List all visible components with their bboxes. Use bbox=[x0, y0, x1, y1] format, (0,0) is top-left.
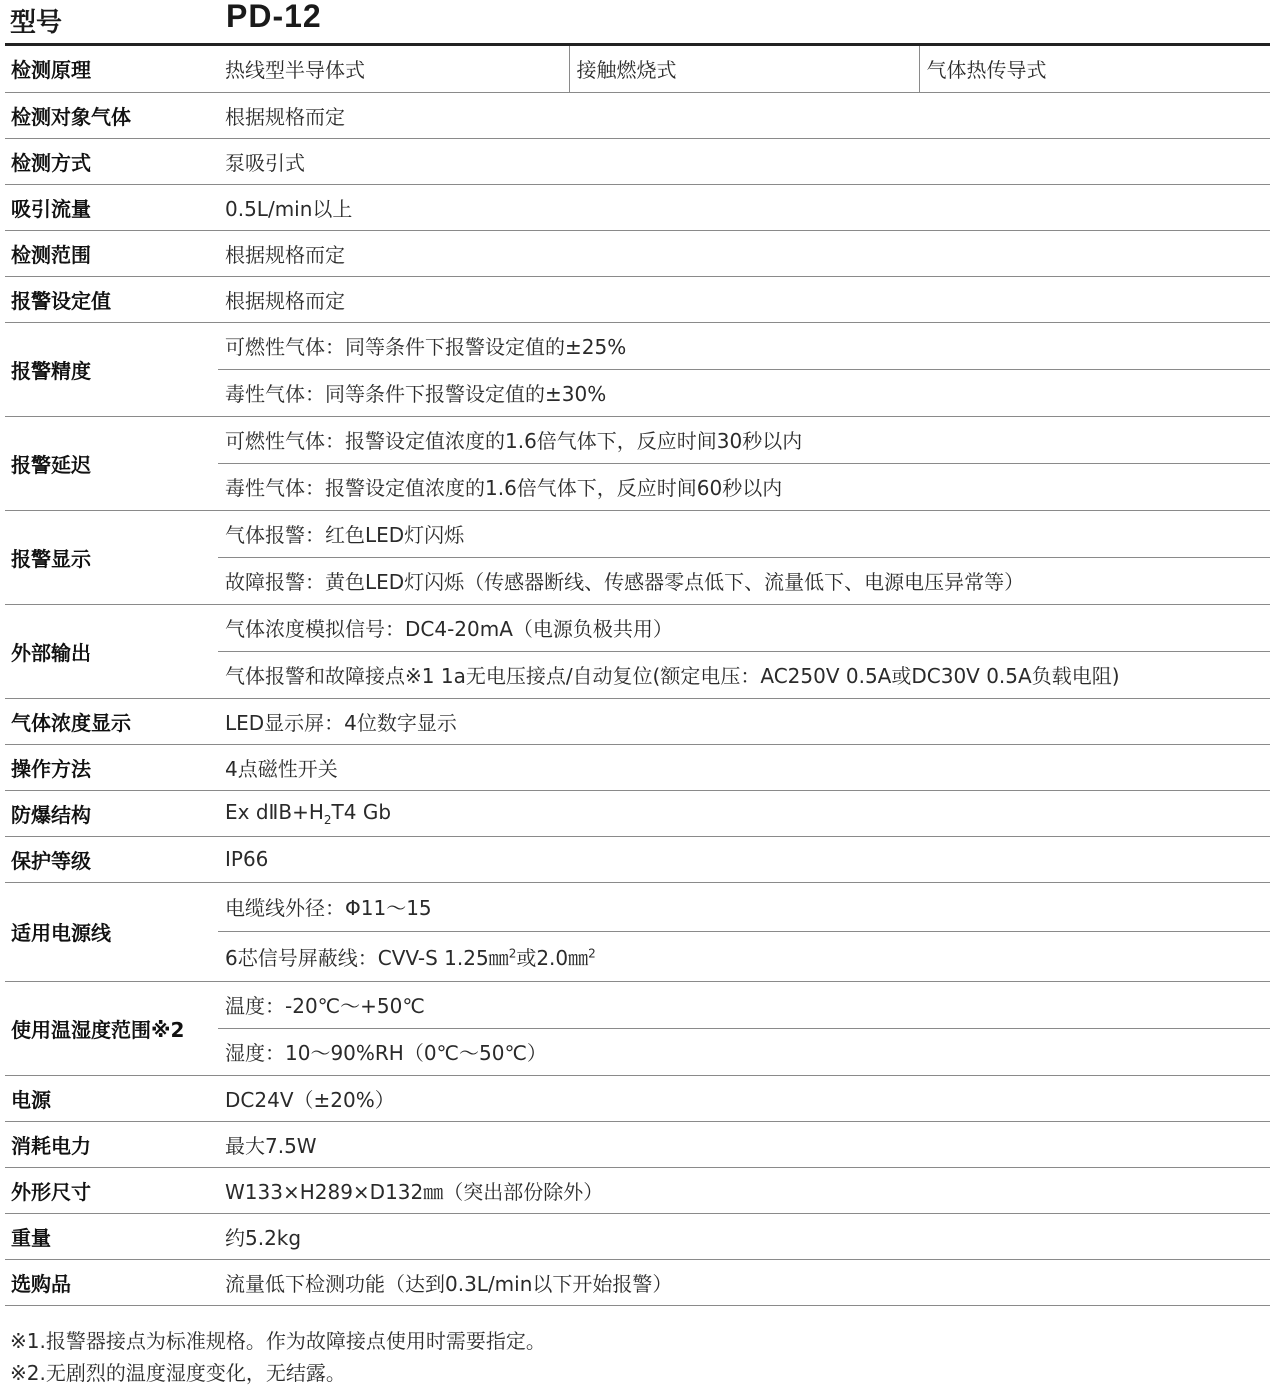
model-label: 型号 bbox=[10, 8, 63, 38]
cable-superscript: 2 bbox=[508, 945, 517, 960]
spec-label: 报警延迟 bbox=[5, 416, 218, 510]
footnote-2: ※2.无剧烈的温度湿度变化，无结露。 bbox=[10, 1361, 346, 1385]
spec-row bbox=[5, 698, 1270, 744]
spec-value: 温度：-20℃～+50℃ bbox=[218, 981, 1270, 1028]
spec-row bbox=[5, 604, 1270, 651]
spec-value: 最大7.5W bbox=[218, 1121, 1270, 1167]
principle-option: 接触燃烧式 bbox=[569, 46, 919, 92]
spec-row bbox=[5, 1075, 1270, 1121]
spec-row bbox=[5, 836, 1270, 882]
spec-label: 电源 bbox=[5, 1075, 218, 1121]
spec-value: 约5.2kg bbox=[218, 1213, 1270, 1259]
explosion-text: T4 Gb bbox=[331, 799, 392, 824]
spec-value: 泵吸引式 bbox=[218, 138, 1270, 184]
spec-label: 外部输出 bbox=[5, 604, 218, 698]
spec-header bbox=[0, 0, 1270, 44]
spec-value: 4点磁性开关 bbox=[218, 744, 1270, 790]
cable-spec-value bbox=[218, 931, 1270, 981]
spec-value: 故障报警：黄色LED灯闪烁（传感器断线、传感器零点低下、流量低下、电源电压异常等） bbox=[218, 557, 1270, 604]
spec-row-principle bbox=[5, 46, 1270, 92]
spec-label: 消耗电力 bbox=[5, 1121, 218, 1167]
spec-value: 电缆线外径：Φ11～15 bbox=[218, 882, 1270, 931]
spec-value: 气体报警：红色LED灯闪烁 bbox=[218, 510, 1270, 557]
spec-row bbox=[5, 276, 1270, 322]
spec-row bbox=[5, 184, 1270, 230]
spec-label: 报警设定值 bbox=[5, 276, 218, 322]
spec-value: IP66 bbox=[218, 836, 1270, 882]
spec-label: 保护等级 bbox=[5, 836, 218, 882]
spec-row bbox=[5, 322, 1270, 369]
spec-label: 检测原理 bbox=[5, 46, 218, 92]
spec-value: 流量低下检测功能（达到0.3L/min以下开始报警） bbox=[218, 1259, 1270, 1305]
cable-superscript: 2 bbox=[588, 945, 596, 960]
spec-row bbox=[5, 981, 1270, 1028]
explosion-subscript: 2 bbox=[323, 812, 332, 827]
spec-row bbox=[5, 1167, 1270, 1213]
spec-row bbox=[5, 1259, 1270, 1305]
spec-value: 可燃性气体：报警设定值浓度的1.6倍气体下，反应时间30秒以内 bbox=[218, 416, 1270, 463]
spec-row-explosion bbox=[5, 790, 1270, 836]
footnote-1: ※1.报警器接点为标准规格。作为故障接点使用时需要指定。 bbox=[10, 1329, 546, 1353]
spec-value: 气体浓度模拟信号：DC4-20mA（电源负极共用） bbox=[218, 604, 1270, 651]
model-name: PD-12 bbox=[226, 0, 322, 34]
cable-text: 或2.0㎜ bbox=[516, 945, 589, 970]
spec-label: 气体浓度显示 bbox=[5, 698, 218, 744]
spec-row bbox=[5, 1121, 1270, 1167]
spec-value: DC24V（±20%） bbox=[218, 1075, 1270, 1121]
spec-value: 根据规格而定 bbox=[218, 230, 1270, 276]
spec-row bbox=[5, 92, 1270, 138]
spec-label: 使用温湿度范围※2 bbox=[5, 981, 218, 1075]
spec-value: LED显示屏：4位数字显示 bbox=[218, 698, 1270, 744]
spec-label: 重量 bbox=[5, 1213, 218, 1259]
spec-value: 0.5L/min以上 bbox=[218, 184, 1270, 230]
spec-row bbox=[5, 416, 1270, 463]
spec-label: 报警显示 bbox=[5, 510, 218, 604]
explosion-text: Ex dⅡB+H bbox=[225, 799, 324, 824]
spec-row bbox=[5, 1213, 1270, 1259]
spec-label: 适用电源线 bbox=[5, 882, 218, 981]
spec-value: 气体报警和故障接点※1 1a无电压接点/自动复位(额定电压：AC250V 0.5A或DC30V 0.5A负载电阻) bbox=[218, 651, 1270, 698]
spec-value: 毒性气体：报警设定值浓度的1.6倍气体下，反应时间60秒以内 bbox=[218, 463, 1270, 510]
spec-value: W133×H289×D132㎜（突出部份除外） bbox=[218, 1167, 1270, 1213]
spec-row bbox=[5, 138, 1270, 184]
spec-row bbox=[5, 510, 1270, 557]
spec-label: 防爆结构 bbox=[5, 790, 218, 836]
spec-value: 湿度：10～90%RH（0℃～50℃） bbox=[218, 1028, 1270, 1075]
spec-label: 检测方式 bbox=[5, 138, 218, 184]
spec-label: 吸引流量 bbox=[5, 184, 218, 230]
spec-table bbox=[5, 46, 1270, 1306]
principle-option: 热线型半导体式 bbox=[218, 46, 569, 92]
spec-row bbox=[5, 744, 1270, 790]
spec-label: 选购品 bbox=[5, 1259, 218, 1305]
spec-label: 检测范围 bbox=[5, 230, 218, 276]
spec-label: 外形尺寸 bbox=[5, 1167, 218, 1213]
principle-option: 气体热传导式 bbox=[919, 46, 1270, 92]
spec-label: 报警精度 bbox=[5, 322, 218, 416]
spec-value: 毒性气体：同等条件下报警设定值的±30% bbox=[218, 369, 1270, 416]
spec-row-cable bbox=[5, 882, 1270, 931]
spec-row bbox=[5, 230, 1270, 276]
spec-label: 检测对象气体 bbox=[5, 92, 218, 138]
spec-label: 操作方法 bbox=[5, 744, 218, 790]
spec-value: 根据规格而定 bbox=[218, 276, 1270, 322]
cable-text: 6芯信号屏蔽线：CVV-S 1.25㎜ bbox=[225, 945, 509, 970]
explosion-value bbox=[218, 790, 1270, 836]
spec-value: 可燃性气体：同等条件下报警设定值的±25% bbox=[218, 322, 1270, 369]
spec-value: 根据规格而定 bbox=[218, 92, 1270, 138]
